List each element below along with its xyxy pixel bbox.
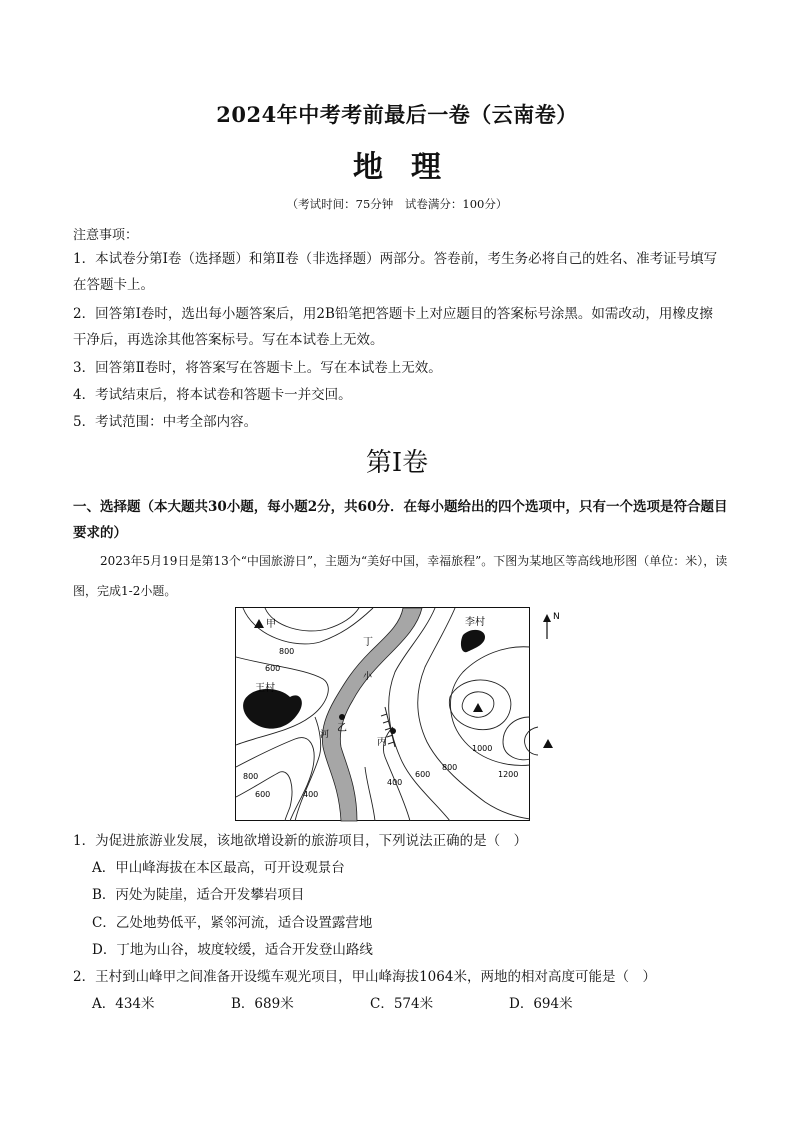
question-2-options <box>92 994 652 1014</box>
label-ding: 丁 <box>363 637 373 648</box>
exam-info <box>0 196 794 212</box>
label-li-village: 李村 <box>465 617 485 628</box>
contour-label: 600 <box>265 664 281 673</box>
question-2-option-a: A．434米 <box>92 996 155 1012</box>
contour-label: 400 <box>387 778 403 787</box>
point-bing <box>390 728 396 734</box>
peak-east-icon <box>543 739 553 748</box>
question-1-stem: 1．为促进旅游业发展，该地欲增设新的旅游项目，下列说法正确的是（ ） <box>73 833 528 849</box>
question-2-option-d: D．694米 <box>509 996 573 1012</box>
section-title: 第Ⅰ卷 <box>365 448 429 478</box>
exam-score: 试卷满分：100分） <box>404 197 508 211</box>
contour-map <box>235 607 560 821</box>
question-1-option-a: A．甲山峰海拔在本区最高，可开设观景台 <box>92 860 345 876</box>
contour-label: 600 <box>255 790 271 799</box>
question-1-option-d: D．丁地为山谷，坡度较缓，适合开发登山路线 <box>92 942 373 958</box>
question-2-option-c: C．574米 <box>370 996 434 1012</box>
contour-label: 400 <box>303 790 319 799</box>
question-2-option-b: B．689米 <box>231 996 294 1012</box>
note-item-4: 4．考试结束后，将本试卷和答题卡一并交回。 <box>73 387 352 403</box>
label-yi: 乙 <box>337 723 347 734</box>
contour-label: 800 <box>442 763 458 772</box>
note-item-2: 2．回答第Ⅰ卷时，选出每小题答案后，用2B铅笔把答题卡上对应题目的答案标号涂黑。如需改动，用橡皮擦干净后，再选涂其他答案标号。写在本试卷上无效。 <box>73 306 713 348</box>
notes-heading: 注意事项： <box>73 228 139 243</box>
point-yi <box>339 714 345 720</box>
label-he: 河 <box>320 730 330 740</box>
north-arrow-icon <box>543 614 551 639</box>
contour-label: 1200 <box>498 770 519 779</box>
contour-label: 800 <box>243 772 259 781</box>
exam-title: 2024年中考考前最后一卷（云南卷） <box>216 102 578 127</box>
question-1-option-b: B．丙处为陡崖，适合开发攀岩项目 <box>92 887 305 903</box>
note-item-1: 1．本试卷分第Ⅰ卷（选择题）和第Ⅱ卷（非选择题）两部分。答卷前，考生务必将自己的姓名、准考证号填写在答题卡上。 <box>73 251 718 293</box>
contour-label: 800 <box>279 647 295 656</box>
contour-label: 1000 <box>472 744 493 753</box>
label-north: N <box>553 612 560 622</box>
label-xiao: 小 <box>363 672 373 682</box>
note-item-3: 3．回答第Ⅱ卷时，将答案写在答题卡上。写在本试卷上无效。 <box>73 360 442 376</box>
question-2-stem: 2．王村到山峰甲之间准备开设缆车观光项目，甲山峰海拔1064米，两地的相对高度可能是（ ） <box>73 969 656 985</box>
question-1-option-c: C．乙处地势低平，紧邻河流，适合设置露营地 <box>92 915 373 931</box>
subject-title: 地理 <box>353 150 469 185</box>
label-wang-village: 王村 <box>255 683 275 694</box>
label-bing: 丙 <box>377 737 387 748</box>
question-section-heading: 一、选择题（本大题共30小题，每小题2分，共60分．在每小题给出的四个选项中，只有一个选项是符合题目要求的） <box>73 499 728 541</box>
exam-time: （考试时间：75分钟 <box>286 197 394 211</box>
label-jia: 甲 <box>266 619 276 630</box>
note-item-5: 5．考试范围：中考全部内容。 <box>73 414 258 430</box>
contour-label: 600 <box>415 770 431 779</box>
question-intro: 2023年5月19日是第13个“中国旅游日”，主题为“美好中国，幸福旅程”。下图为某地区等高线地形图（单位：米），读图，完成1-2小题。 <box>73 554 728 598</box>
